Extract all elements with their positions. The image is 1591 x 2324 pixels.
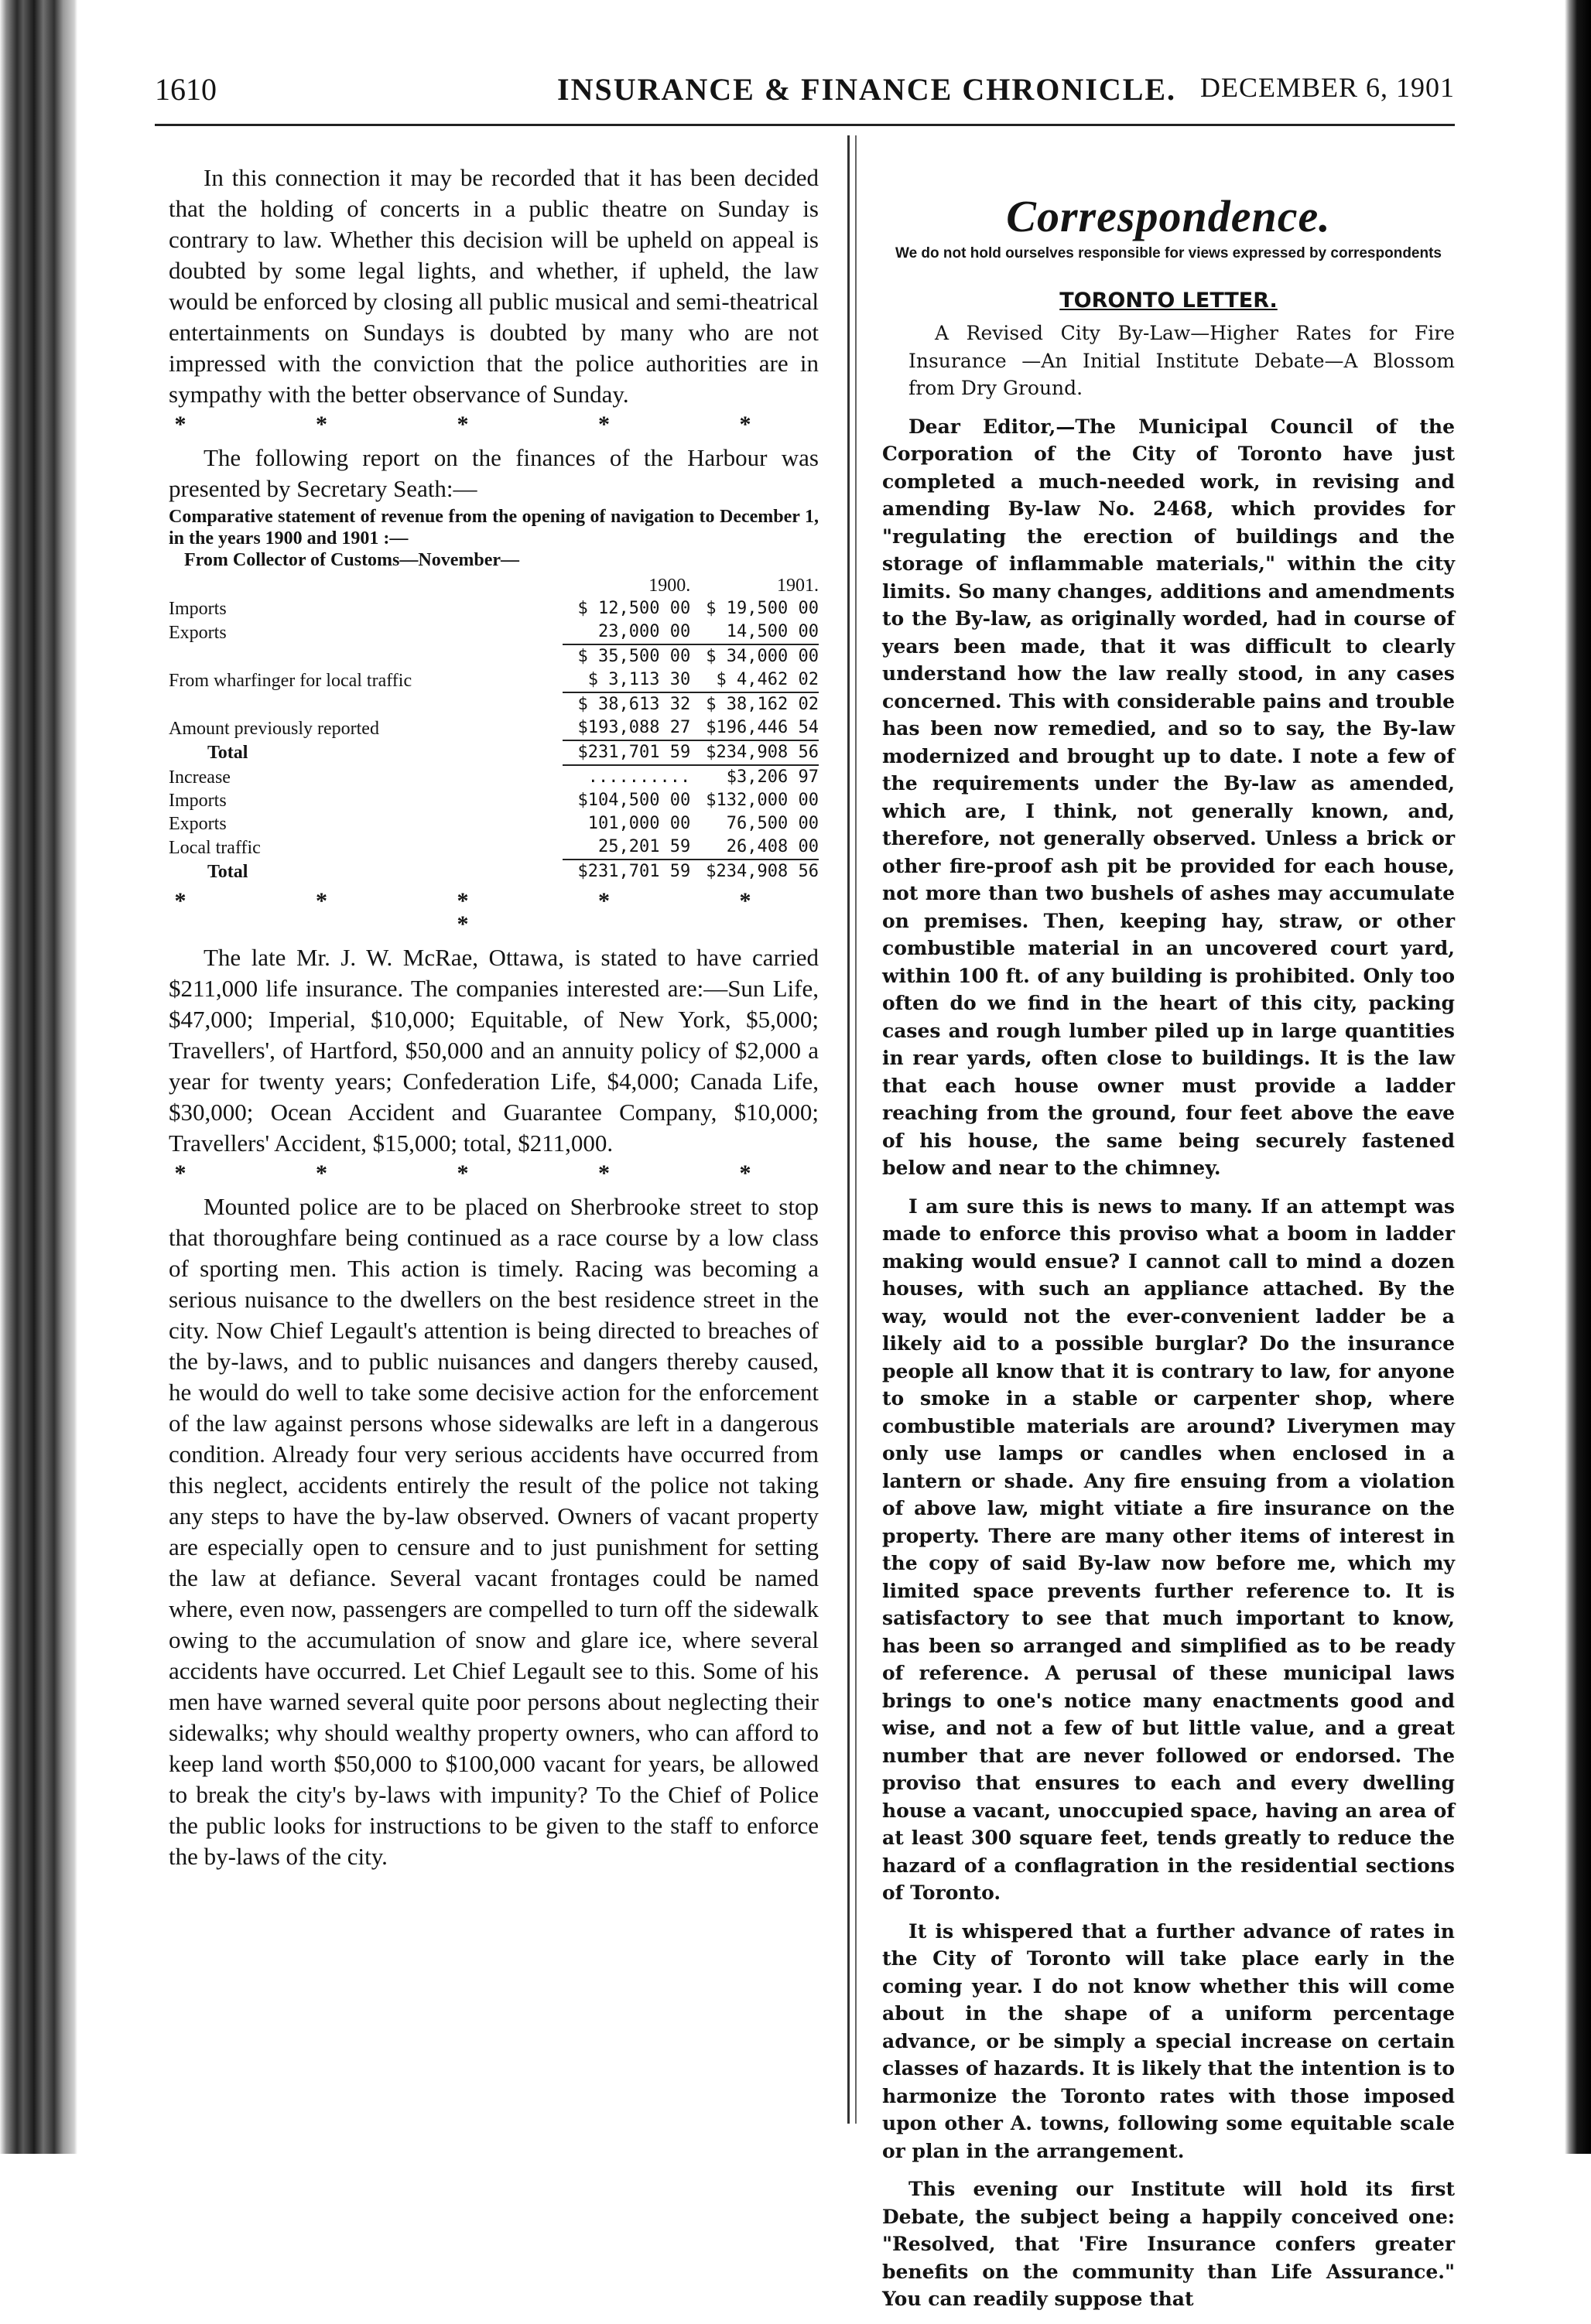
table-caption: Comparative statement of revenue from the opening of navigation to December 1, in the years 1900 and 1901 :— — [169, 507, 819, 549]
letter-paragraph: Dear Editor,—The Municipal Council of the Corporation of the City of Toronto have just completed a much-needed work, in revising and amending By-law No. 2468, which provides for "regulating the erection of buildings and the storage of inflammable materials," within the city limits. So many changes, additions and amendments to the By-law, as originally worded, had in course of years been made, that it was difficult to clearly understand how the law really stood, in any cases concerned. This with considerable pains and trouble has been now remedied, and so to say, the By-law modernized and brought up to date. I note a few of the requirements under the By-law as amended, which are, I think, not generally known, and, therefore, not generally observed. Unless a brick or other fire-proof ash pit be provided for each house, not more than two bushels of ashes may accumulate on premises. Then, keeping hay, straw, or other combustible material in an uncovered court yard, within 100 ft. of any building is prohibited. Only too often do we find in the heart of this city, packing cases and rough lumber piled up in large quantities in rear yards, often close to buildings. It is the law that each house owner must provide a ladder reaching from the ground, four feet above the eave of his house, the same being securely fastened below and near to the chimney. — [882, 415, 1455, 1179]
table-row — [169, 620, 819, 644]
value-1901: $ 19,500 00 — [706, 599, 819, 618]
value-1901: $ 38,162 02 — [690, 692, 819, 716]
row-label — [169, 692, 563, 716]
article-harbour-intro: The following report on the finances of the Harbour was presented by Secretary Seath:— — [169, 444, 819, 502]
page-edge-shadow — [1565, 0, 1591, 2154]
page-header — [155, 71, 1455, 118]
row-label: Imports — [169, 599, 227, 619]
value-1900: $ 35,500 00 — [563, 644, 691, 668]
value-1901: $234,908 56 — [690, 860, 819, 883]
row-label: From wharfinger for local traffic — [169, 670, 412, 691]
value-1900: 23,000 00 — [598, 622, 691, 641]
row-label: Local traffic — [169, 837, 261, 858]
column-divider — [847, 135, 850, 2124]
value-1901: 14,500 00 — [726, 622, 819, 641]
table-header-row — [169, 574, 819, 597]
section-separator: * * * * * * — [174, 888, 813, 937]
header-rule — [155, 124, 1455, 126]
row-label: Increase — [169, 767, 231, 788]
value-1900: $193,088 27 — [577, 718, 691, 737]
correspondence-disclaimer: We do not hold ourselves responsible for views expressed by correspondents — [895, 245, 1442, 261]
value-1900: $231,701 59 — [563, 860, 691, 883]
article-sunday-concerts: In this connection it may be recorded that it has been decided that the holding of concerts in a public theatre on Sunday is contrary to law. Whether this decision will be upheld on appeal is doubted by some legal lights, and whether, if upheld, the law would be enforced by closing all public musical and semi-theatrical entertainments on Sundays is doubted by many who are not impressed with the conviction that the police authorities are in sympathy with the better observance of Sunday. — [169, 164, 819, 408]
article-mcrae-insurance: The late Mr. J. W. McRae, Ottawa, is stated to have carried $211,000 life insurance. The companies interested are:—Sun Life, $47,000; Imperial, $10,000; Equitable, of New York, $5,000; Travellers', of Hartford, $50,000 and an annuity policy of $2,000 a year for twenty years; Confederation Life, $4,000; Canada Life, $30,000; Ocean Accident and Guarantee Company, $10,000; Travellers' Accident, $15,000; total, $211,000. — [169, 944, 819, 1157]
publication-title: INSURANCE & FINANCE CHRONICLE. — [557, 72, 1177, 107]
table-row — [169, 740, 819, 765]
letter-paragraph: I am sure this is news to many. If an attempt was made to enforce this proviso what a boom in ladder making would ensue? I cannot call to mind a dozen houses, with such an appliance attached. By the way, would not the ever-convenient ladder be a likely aid to a possible burglar? Do the insurance people all know that it is contrary to law, for anyone to smoke in a stable or carpenter shop, where combustible materials are around? Liverymen may only use lamps or candles when enclosed in a lantern or shade. Any fire ensuing from a violation of above law, might vitiate a fire insurance on the property. There are many other items of interest in the copy of said By-law now before me, which my limited space prevents further reference to. It is satisfactory to see that much important to know, has been so arranged and simplified as to be ready of reference. A perusal of these municipal laws brings to one's notice many enactments good and wise, and not a few of but little value, and a great number that are never followed or endorsed. The proviso that ensures to each and every dwelling house a vacant, unoccupied space, having an area of at least 300 square feet, tends greatly to reduce the hazard of a conflagration in the residential sections of Toronto. — [882, 1194, 1455, 1904]
table-row — [169, 789, 819, 812]
table-row — [169, 716, 819, 740]
book-spine-shadow — [0, 0, 77, 2154]
table-row — [169, 860, 819, 883]
right-column — [882, 190, 1455, 2324]
page-number: 1610 — [155, 72, 217, 107]
section-separator: * * * * * — [174, 412, 813, 437]
left-column — [169, 162, 819, 1872]
value-1900: 25,201 59 — [598, 837, 691, 856]
row-label: Total — [207, 743, 248, 763]
value-1901: $3,206 97 — [690, 765, 819, 789]
value-1901: 76,500 00 — [726, 814, 819, 833]
value-1901: $196,446 54 — [706, 718, 819, 737]
letter-subtitle: A Revised City By-Law—Higher Rates for Fire Insurance —An Initial Institute Debate—A Blossom from Dry Ground. — [908, 322, 1455, 399]
table-row — [169, 836, 819, 860]
value-1900: $104,500 00 — [577, 791, 691, 810]
table-row — [169, 812, 819, 836]
value-1900: $ 3,113 30 — [587, 670, 691, 689]
table-row — [169, 765, 819, 789]
col-header-1900: 1900. — [648, 576, 691, 596]
table-row — [169, 668, 819, 692]
value-1900: .......... — [563, 765, 691, 789]
table-row — [169, 597, 819, 620]
value-1901: $ 4,462 02 — [716, 670, 819, 689]
row-label — [169, 644, 563, 668]
row-label: Exports — [169, 814, 227, 834]
correspondence-heading: Correspondence. — [1006, 191, 1331, 241]
table-row — [169, 692, 819, 716]
letter-paragraph: This evening our Institute will hold its first Debate, the subject being a happily conceived one: "Resolved, that 'Fire Insurance confers greater benefits on the community than Life Assurance." You can readily suppose that — [882, 2178, 1455, 2310]
letter-title: TORONTO LETTER. — [1059, 289, 1278, 313]
value-1900: $ 12,500 00 — [577, 599, 691, 618]
row-label: Exports — [169, 622, 227, 643]
table-source: From Collector of Customs—November— — [184, 550, 520, 570]
value-1901: 26,408 00 — [726, 837, 819, 856]
value-1900: $ 38,613 32 — [563, 692, 691, 716]
value-1901: $234,908 56 — [690, 740, 819, 765]
value-1901: $ 34,000 00 — [690, 644, 819, 668]
value-1901: $132,000 00 — [706, 791, 819, 810]
issue-date: DECEMBER 6, 1901 — [1199, 72, 1455, 103]
row-label: Total — [207, 861, 248, 882]
harbour-finance-table — [169, 574, 819, 883]
article-mounted-police: Mounted police are to be placed on Sherbrooke street to stop that thoroughfare being continued as a race course by a low class of sporting men. This action is timely. Racing was becoming a serious nuisance to the dwellers on the best residence street in the city. Now Chief Legault's attention is being directed to breaches of the by-laws, and to public nuisances and dangers thereby caused, he would do well to take some decisive action for the enforcement of the law against persons whose sidewalks are left in a dangerous condition. Already four very serious accidents have occurred from this neglect, accidents entirely the result of the police not taking any steps to have the by-law observed. Owners of vacant property are especially open to censure and to just punishment for setting the law at defiance. Several vacant frontages could be named where, even now, passengers are compelled to turn off the sidewalk owing to the accumulation of snow and glare ice, where several accidents have occurred. Let Chief Legault see to this. Some of his men have warned several quite poor persons about neglecting their sidewalks; why should wealthy property owners, who can afford to keep land worth $50,000 to $100,000 vacant for years, be allowed to break the city's by-laws with impunity? To the Chief of Police the public looks for instructions to be given to the staff to enforce the by-laws of the city. — [169, 1193, 819, 1870]
row-label: Imports — [169, 791, 227, 811]
table-row — [169, 644, 819, 668]
column-divider-inner — [855, 135, 857, 2124]
section-separator: * * * * * — [174, 1160, 813, 1186]
row-label: Amount previously reported — [169, 718, 379, 739]
col-header-1901: 1901. — [777, 576, 819, 596]
value-1900: 101,000 00 — [587, 814, 691, 833]
value-1900: $231,701 59 — [563, 740, 691, 765]
letter-paragraph: It is whispered that a further advance of rates in the City of Toronto will take place early in the coming year. I do not know whether this will come about in the shape of a uniform percentage advance, or be simply a special increase on certain classes of hazards. It is likely that the intention is to harmonize the Toronto rates with those imposed upon other A. towns, following some equitable scale or plan in the arrangement. — [882, 1919, 1455, 2162]
